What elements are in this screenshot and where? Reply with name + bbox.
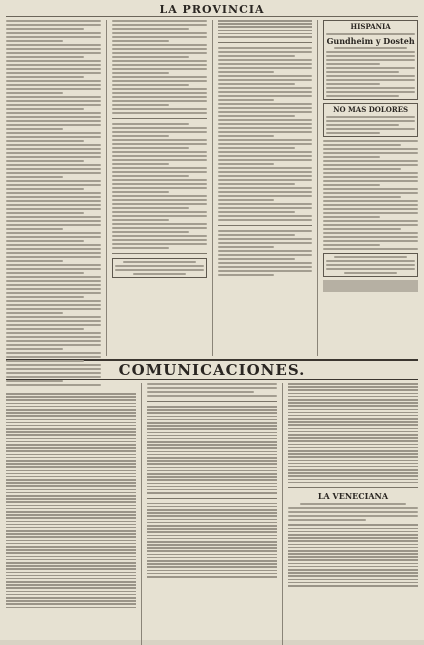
column-1 (6, 20, 101, 356)
column-divider (141, 383, 142, 645)
column-divider (282, 383, 283, 645)
bottom-columns (6, 383, 418, 645)
column-2 (112, 20, 207, 356)
top-columns (6, 20, 418, 356)
timetable-rows (147, 503, 277, 578)
column-divider (212, 20, 213, 356)
ad-text-block (323, 140, 418, 250)
article-text-block (218, 47, 313, 221)
column-divider (106, 20, 107, 356)
column-4-ads (323, 20, 418, 356)
timetable-column-2 (147, 383, 277, 645)
timetable-notes (147, 383, 277, 397)
notice-block (112, 123, 207, 249)
timetable-header (6, 383, 136, 390)
column-3 (218, 20, 313, 356)
printer-line (323, 280, 418, 292)
masthead: LA PROVINCIA (6, 4, 418, 17)
article-text-block (6, 20, 101, 386)
timetable-rows (6, 393, 136, 608)
section-heading: COMUNICACIONES. (6, 359, 418, 380)
timetable-column-3 (288, 383, 418, 645)
ad-gundheim (323, 20, 418, 100)
weather-table (218, 20, 313, 38)
advertisement-block (218, 230, 313, 276)
ad-veneciana-text (288, 503, 418, 521)
shipping-notice (112, 258, 207, 278)
timetable-rows (288, 383, 418, 483)
column-divider (317, 20, 318, 356)
timetable-column-1 (6, 383, 136, 645)
ad-title-no-mas-dolores: NO MAS DOLORES (333, 105, 409, 114)
ad-no-mas-dolores (323, 103, 418, 137)
ad-boxed (323, 253, 418, 277)
article-text-block (112, 20, 207, 114)
ad-title-gundheim: Gundheim y Dosteh (326, 36, 415, 46)
ad-title-hispania: HISPANIA (350, 22, 391, 31)
timetable-rows (147, 406, 277, 494)
ad-veneciana-table (288, 524, 418, 586)
ad-title-veneciana: LA VENECIANA (317, 491, 389, 502)
